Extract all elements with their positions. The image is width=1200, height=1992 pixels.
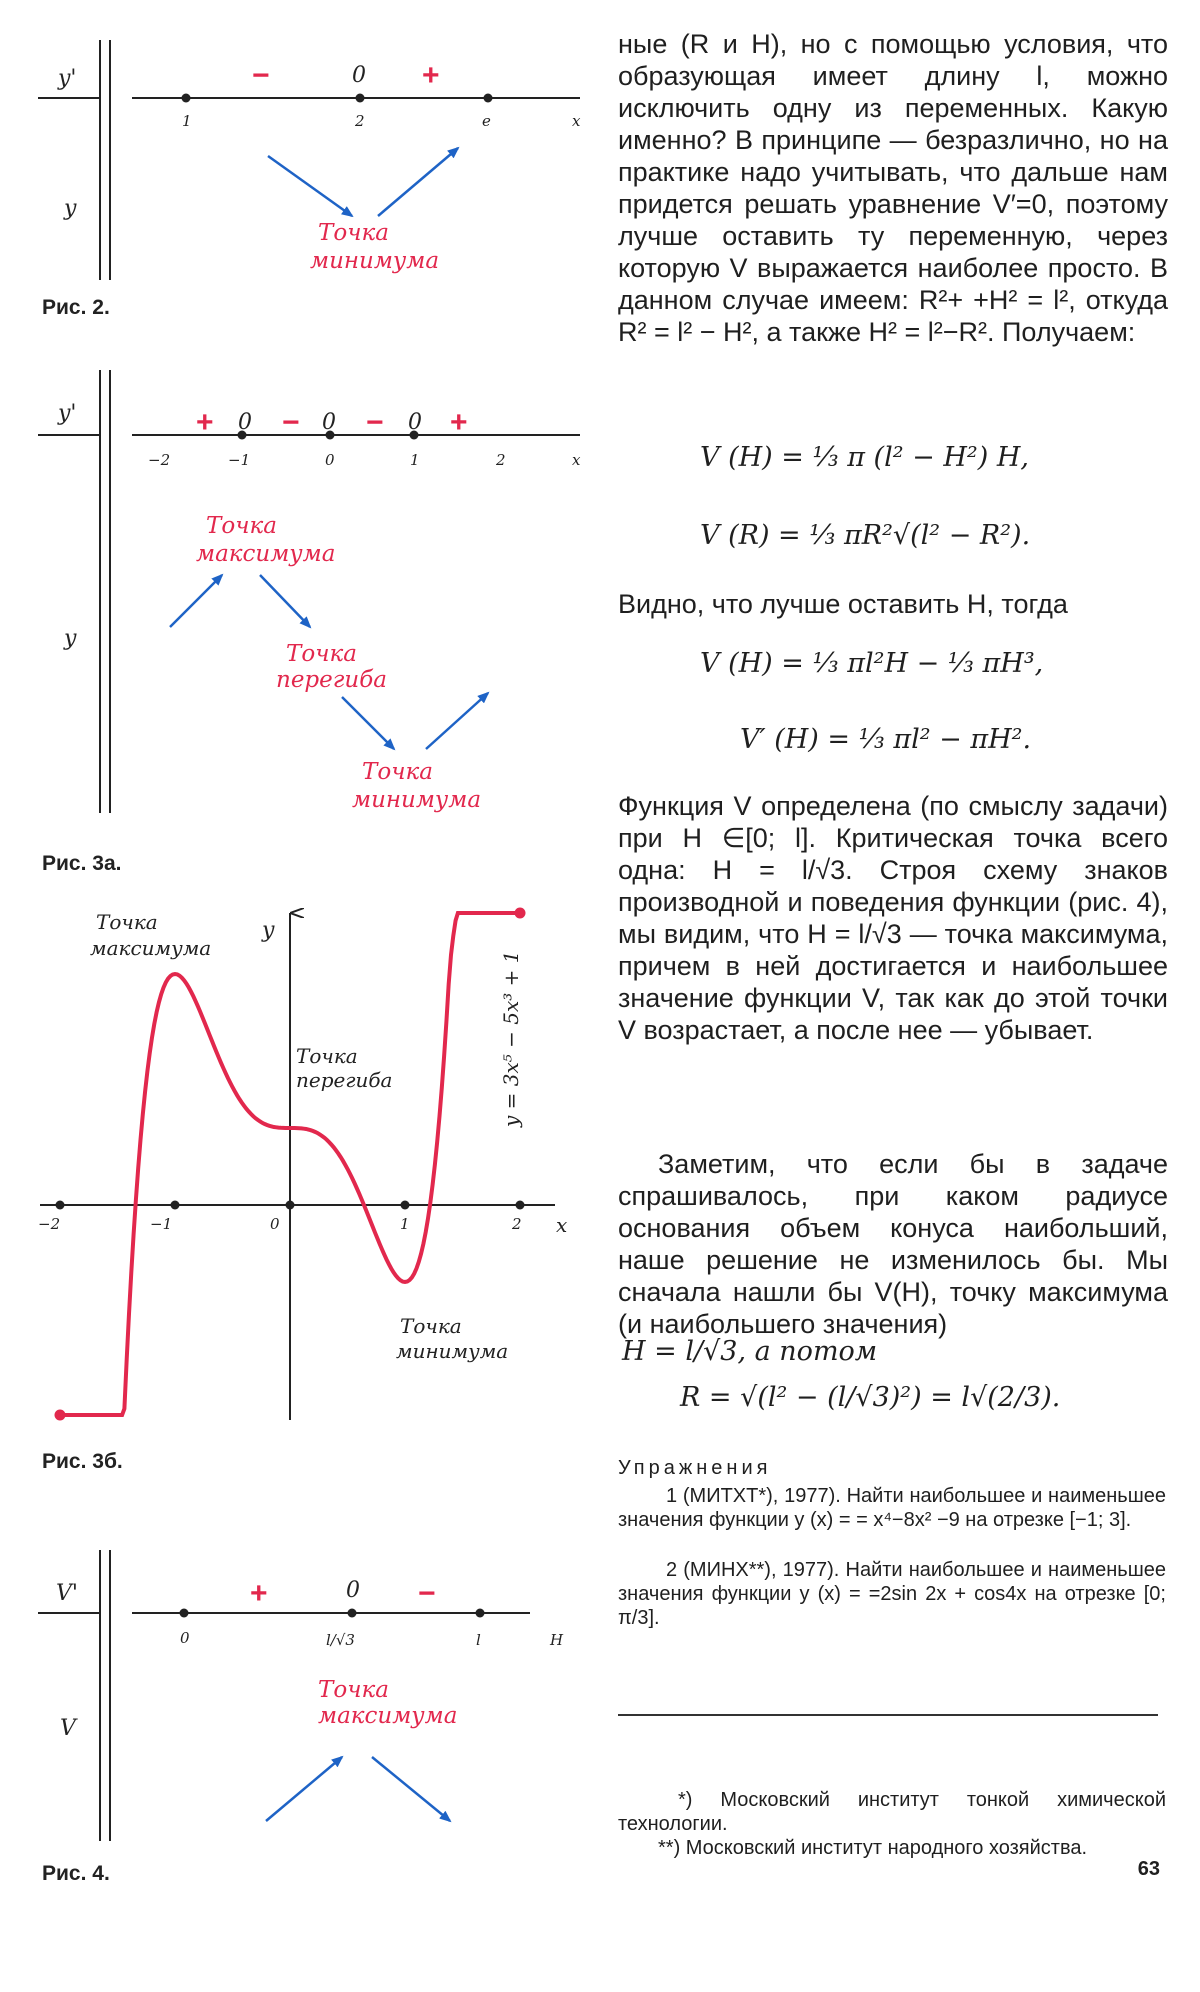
row-label-top: V'	[56, 1581, 78, 1606]
tick-1: 1	[182, 112, 192, 130]
x-axis-label: x	[556, 1213, 568, 1237]
tick-2: 2	[496, 451, 506, 469]
tick-x: x	[572, 451, 581, 469]
arrow-down-1	[260, 575, 310, 627]
tick-dot-2	[516, 1201, 525, 1210]
tick-0: 0	[325, 451, 335, 469]
footnote-2: **) Московский институт народного хозяйства.	[658, 1837, 1088, 1859]
row-label-top: y'	[58, 66, 77, 91]
figure-2-diagram	[0, 30, 590, 320]
tick-label-1: 1	[400, 1215, 410, 1233]
sign-3: −	[282, 406, 300, 439]
row-label-bottom: y	[64, 196, 77, 221]
point-e	[484, 94, 493, 103]
tick-label-minus-2: −2	[38, 1215, 61, 1233]
row-label-top: y'	[58, 401, 77, 426]
exercise-2: 2 (МИНХ**), 1977). Найти наибольшее и наименьшее значения функции y (x) = =2sin 2x + cos4x на отрезке [0; π/3].	[618, 1559, 1166, 1629]
tick-label-0: 0	[270, 1215, 280, 1233]
caption-fig3b: Рис. 3б.	[42, 1450, 123, 1473]
figure-3b	[0, 895, 590, 1435]
tick-critical: l/√3	[326, 1631, 355, 1649]
figure-3b-chart	[0, 895, 590, 1435]
ann-max-line-2: максимума	[196, 541, 336, 567]
tick-dot-0	[286, 1201, 295, 1210]
ann-max-line-1: Точка	[96, 910, 158, 934]
caption-fig4: Рис. 4.	[42, 1862, 110, 1885]
annotation-line-2: минимума	[310, 248, 440, 274]
tick-x: x	[572, 112, 581, 130]
formula-1: V (H) = ⅓ π (l² − H²) H,	[700, 442, 1029, 473]
ann-max-line-1: Точка	[206, 513, 277, 539]
row-label-bottom: V	[60, 1716, 76, 1741]
formula-5: H = l/√3, а потом	[622, 1336, 878, 1367]
tick-minus-2: −2	[148, 451, 171, 469]
function-label: y = 3x⁵ − 5x³ + 1	[499, 950, 523, 1127]
annotation-line-1: Точка	[318, 1677, 389, 1703]
sign-minus: −	[418, 1577, 436, 1610]
figure-4	[0, 1545, 590, 1875]
tick-label-minus-1: −1	[150, 1215, 173, 1233]
ann-infl-line-2: перегиба	[276, 667, 387, 693]
exercise-1: 1 (МИТХТ*), 1977). Найти наибольшее и наименьшее значения функции y (x) = = x⁴−8x² −9 на отрезке [−1; 3].	[618, 1485, 1166, 1531]
figure-3a	[0, 365, 590, 845]
arrow-down	[372, 1757, 450, 1821]
ann-min-line-1: Точка	[400, 1314, 462, 1338]
sign-7: +	[450, 406, 468, 439]
page-number: 63	[1137, 1858, 1160, 1880]
tick-1: 1	[410, 451, 420, 469]
tick-e: e	[482, 112, 491, 130]
tick-minus-1: −1	[228, 451, 251, 469]
point-2	[356, 94, 365, 103]
point-0	[180, 1609, 189, 1618]
tick-2: 2	[355, 112, 365, 130]
sign-4: 0	[322, 410, 336, 435]
formula-6: R = √(l² − (l/√3)²) = l√(2/3).	[680, 1382, 1061, 1413]
ann-infl-line-2: перегиба	[296, 1068, 393, 1092]
arrow-up-2	[426, 693, 488, 749]
sign-zero: 0	[346, 1578, 360, 1603]
arrow-up-1	[170, 575, 222, 627]
point-l	[476, 1609, 485, 1618]
ann-max-line-2: максимума	[90, 936, 212, 960]
ann-min-line-2: минимума	[396, 1339, 509, 1363]
arrow-up	[266, 1757, 342, 1821]
curve-endpoint-right	[515, 908, 526, 919]
formula-4: V′ (H) = ⅓ πl² − πH².	[740, 724, 1032, 755]
arrow-down-2	[342, 697, 394, 749]
sign-2: 0	[238, 410, 252, 435]
ann-min-line-1: Точка	[362, 759, 433, 785]
point-1	[182, 94, 191, 103]
sign-minus: −	[252, 59, 270, 92]
sign-plus: +	[422, 59, 440, 92]
tick-dot-minus-2	[56, 1201, 65, 1210]
footnote-divider	[618, 1714, 1158, 1716]
caption-fig2: Рис. 2.	[42, 296, 110, 319]
point-critical	[348, 1609, 357, 1618]
paragraph-3: Функция V определена (по смыслу задачи) при H ∈[0; l]. Критическая точка всего одна: H = l/√3. Строя схему знаков производной и поведения функции (рис. 4), мы видим, что H = l/√3 — точка максимума, причем в ней достигается и наибольшее значение функции V, так как до этой точки V возрастает, а после нее — убывает.	[618, 791, 1168, 1045]
figure-3a-diagram	[0, 365, 590, 845]
tick-dot-1	[401, 1201, 410, 1210]
tick-label-2: 2	[512, 1215, 522, 1233]
figure-2	[0, 30, 590, 320]
y-axis-label: y	[262, 918, 275, 943]
footnote-1: *) Московский институт тонкой химической технологии.	[618, 1789, 1166, 1835]
annotation-line-2: максимума	[318, 1703, 458, 1729]
sign-zero: 0	[352, 63, 366, 88]
formula-2: V (R) = ⅓ πR²√(l² − R²).	[700, 520, 1031, 551]
ann-infl-line-1: Точка	[296, 1044, 358, 1068]
paragraph-1: ные (R и H), но с помощью условия, что образующая имеет длину l, можно исключить одну из переменных. Какую именно? В принципе — безразлично, но на практике надо учитывать, что дальше нам придется решать уравнение V′=0, поэтому лучше оставить ту переменную, через которую V выражается наиболее просто. В данном случае имеем: R²+ +H² = l², откуда R² = l² − H², а также H² = l²−R². Получаем:	[618, 29, 1168, 347]
row-label-bottom: y	[64, 626, 77, 651]
arrow-up	[378, 148, 458, 216]
tick-l: l	[476, 1631, 481, 1649]
tick-H: H	[550, 1631, 564, 1649]
sign-1: +	[196, 406, 214, 439]
ann-min-line-2: минимума	[352, 787, 482, 813]
sign-5: −	[366, 406, 384, 439]
caption-fig3a: Рис. 3а.	[42, 852, 122, 875]
annotation-line-1: Точка	[318, 220, 389, 246]
figure-4-diagram	[0, 1545, 590, 1875]
arrow-down	[268, 156, 352, 216]
formula-3: V (H) = ⅓ πl²H − ⅓ πH³,	[700, 648, 1044, 679]
exercises-title: Упражнения	[618, 1457, 772, 1479]
sign-6: 0	[408, 410, 422, 435]
tick-0: 0	[180, 1629, 190, 1647]
ann-infl-line-1: Точка	[286, 641, 357, 667]
sign-plus: +	[250, 1577, 268, 1610]
paragraph-4: Заметим, что если бы в задаче спрашивалось, при каком радиусе основания объем конуса наибольший, наше решение не изменилось бы. Мы сначала нашли бы V(H), точку максимума (и наибольшего значения)	[618, 1149, 1168, 1339]
paragraph-2: Видно, что лучше оставить H, тогда	[618, 589, 1068, 619]
curve-endpoint-left	[55, 1410, 66, 1421]
tick-dot-minus-1	[171, 1201, 180, 1210]
